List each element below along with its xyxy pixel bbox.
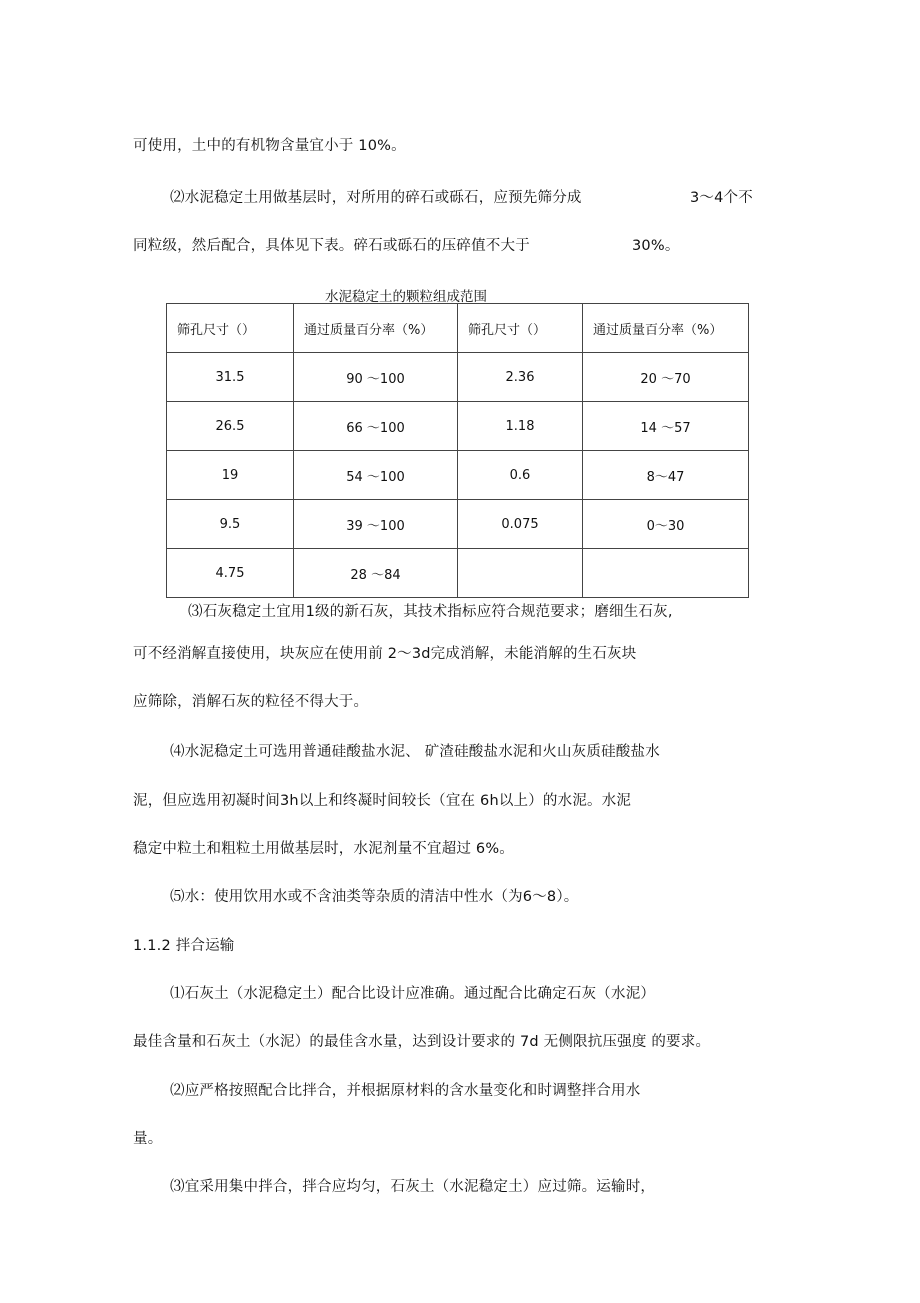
- table-cell: 14 ～57: [583, 402, 749, 451]
- table-cell: 54 ～100: [294, 451, 458, 500]
- table-cell: [458, 549, 583, 598]
- table-cell: 9.5: [167, 500, 294, 549]
- paragraph-line: ⑷水泥稳定土可选用普通硅酸盐水泥、 矿渣硅酸盐水泥和火山灰质硅酸盐水: [170, 744, 660, 760]
- table-cell: [583, 549, 749, 598]
- gradation-table: [166, 303, 749, 598]
- table-row: [167, 500, 749, 549]
- table-cell: 90 ～100: [294, 353, 458, 402]
- table-header-row: [167, 304, 749, 353]
- paragraph-line: ⑸水：使用饮用水或不含油类等杂质的清洁中性水（为6～8）。: [170, 889, 579, 905]
- table-header-cell: 通过质量百分率（%）: [294, 304, 458, 353]
- table-cell: 31.5: [167, 353, 294, 402]
- paragraph-line: ⑵应严格按照配合比拌合，并根据原材料的含水量变化和时调整拌合用水: [170, 1083, 641, 1099]
- table-header-cell: 筛孔尺寸（）: [458, 304, 583, 353]
- paragraph-line: ⑶宜采用集中拌合，拌合应均匀，石灰土（水泥稳定土）应过筛。运输时，: [170, 1179, 656, 1195]
- table-cell: 66 ～100: [294, 402, 458, 451]
- paragraph-line: 3～4个不: [690, 190, 753, 206]
- table-cell: 39 ～100: [294, 500, 458, 549]
- table-row: [167, 353, 749, 402]
- table-cell: 20 ～70: [583, 353, 749, 402]
- paragraph-line: 量。: [133, 1131, 163, 1147]
- table-cell: 28 ～84: [294, 549, 458, 598]
- table-cell: 19: [167, 451, 294, 500]
- paragraph-line: 可不经消解直接使用，块灰应在使用前 2～3d完成消解，未能消解的生石灰块: [133, 646, 637, 662]
- table-cell: 1.18: [458, 402, 583, 451]
- table-header-cell: 筛孔尺寸（）: [167, 304, 294, 353]
- table-cell: 4.75: [167, 549, 294, 598]
- table-header-cell: 通过质量百分率（%）: [583, 304, 749, 353]
- table-row: [167, 549, 749, 598]
- paragraph-line: 可使用，土中的有机物含量宜小于 10%。: [133, 138, 406, 154]
- paragraph-line: 稳定中粒土和粗粒土用做基层时，水泥剂量不宜超过 6%。: [133, 841, 515, 857]
- paragraph-line: 30%。: [632, 238, 680, 254]
- table-cell: 0.075: [458, 500, 583, 549]
- table-row: [167, 451, 749, 500]
- table-row: [167, 402, 749, 451]
- paragraph-line: ⑵水泥稳定土用做基层时，对所用的碎石或砾石，应预先筛分成: [170, 190, 582, 206]
- section-heading: 1.1.2 拌合运输: [133, 938, 235, 954]
- paragraph-line: 应筛除，消解石灰的粒径不得大于。: [133, 694, 369, 710]
- table-cell: 0～30: [583, 500, 749, 549]
- table-cell: 2.36: [458, 353, 583, 402]
- table-cell: 8～47: [583, 451, 749, 500]
- paragraph-line: 最佳含量和石灰土（水泥）的最佳含水量，达到设计要求的 7d 无侧限抗压强度 的要求。: [133, 1034, 711, 1050]
- paragraph-line: 同粒级，然后配合，具体见下表。碎石或砾石的压碎值不大于: [133, 238, 530, 254]
- table-cell: 0.6: [458, 451, 583, 500]
- paragraph-line: ⑶石灰稳定土宜用1级的新石灰，其技术指标应符合规范要求；磨细生石灰,: [188, 604, 673, 620]
- table-caption: 水泥稳定土的颗粒组成范围: [325, 289, 487, 305]
- paragraph-line: 泥，但应选用初凝时间3h以上和终凝时间较长（宜在 6h以上）的水泥。水泥: [133, 793, 632, 809]
- paragraph-line: ⑴石灰土（水泥稳定土）配合比设计应准确。通过配合比确定石灰（水泥）: [170, 986, 656, 1002]
- table-cell: 26.5: [167, 402, 294, 451]
